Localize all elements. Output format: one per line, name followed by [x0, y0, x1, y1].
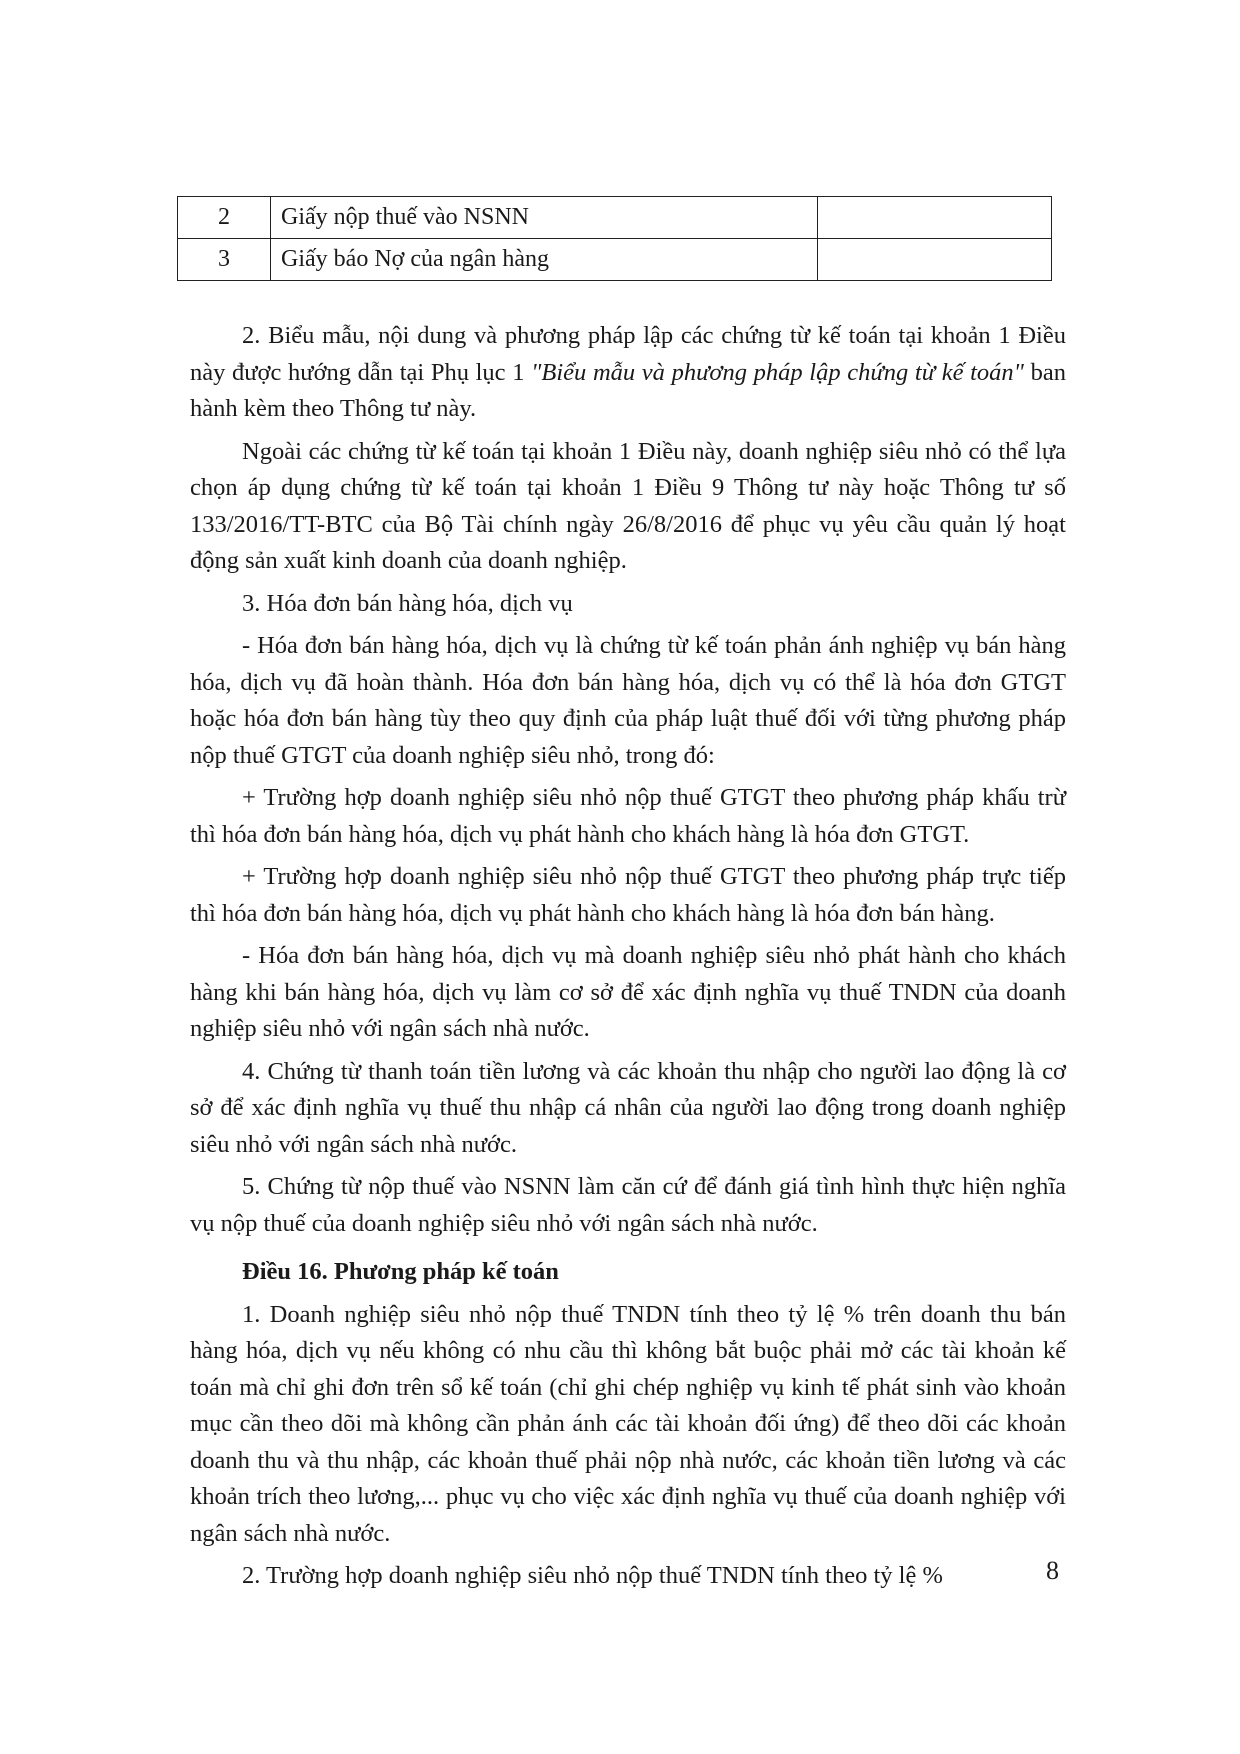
row-note	[817, 239, 1051, 281]
paragraph-text: ban hành kèm theo Thông tư này.	[190, 358, 1067, 422]
paragraph: - Hóa đơn bán hàng hóa, dịch vụ mà doanh nghiệp siêu nhỏ phát hành cho khách hàng khi bán hàng hóa, dịch vụ làm cơ sở để xác định nghĩa vụ thuế TNDN của doanh nghiệp siêu nhỏ với ngân sách nhà nước.	[190, 942, 1066, 1042]
voucher-table	[177, 196, 1052, 281]
paragraph: + Trường hợp doanh nghiệp siêu nhỏ nộp thuế GTGT theo phương pháp khấu trừ thì hóa đơn bán hàng hóa, dịch vụ phát hành cho khách hàng là hóa đơn GTGT.	[190, 784, 1066, 848]
appendix-title: "Biểu mẫu và phương pháp lập chứng từ kế toán"	[531, 358, 1024, 386]
paragraph: 5. Chứng từ nộp thuế vào NSNN làm căn cứ để đánh giá tình hình thực hiện nghĩa vụ nộp thuế của doanh nghiệp siêu nhỏ với ngân sách nhà nước.	[190, 1173, 1066, 1237]
paragraph: Ngoài các chứng từ kế toán tại khoản 1 Điều này, doanh nghiệp siêu nhỏ có thể lựa chọn áp dụng chứng từ kế toán tại khoản 1 Điều 9 Thông tư này hoặc Thông tư số 133/2016/TT-BTC của Bộ Tài chính ngày 26/8/2016 để phục vụ yêu cầu quản lý hoạt động sản xuất kinh doanh của doanh nghiệp.	[190, 437, 1066, 574]
voucher-name: Giấy báo Nợ của ngân hàng	[271, 239, 818, 281]
paragraph: 1. Doanh nghiệp siêu nhỏ nộp thuế TNDN tính theo tỷ lệ % trên doanh thu bán hàng hóa, dịch vụ nếu không có nhu cầu thì không bắt buộc phải mở các tài khoản kế toán mà chỉ ghi đơn trên sổ kế toán (chỉ ghi chép nghiệp vụ kinh tế phát sinh vào khoản mục cần theo dõi mà không cần phản ánh các tài khoản đối ứng) để theo dõi các khoản doanh thu và thu nhập, các khoản thuế phải nộp nhà nước, các khoản tiền lương và các khoản trích theo lương,... phục vụ cho việc xác định nghĩa vụ thuế của doanh nghiệp với ngân sách nhà nước.	[190, 1300, 1066, 1547]
table-row	[178, 239, 1052, 281]
paragraph: + Trường hợp doanh nghiệp siêu nhỏ nộp thuế GTGT theo phương pháp trực tiếp thì hóa đơn bán hàng hóa, dịch vụ phát hành cho khách hàng là hóa đơn bán hàng.	[190, 863, 1066, 927]
row-number: 2	[178, 197, 271, 239]
row-note	[817, 197, 1051, 239]
document-body	[190, 318, 1066, 1601]
page-number: 8	[1046, 1556, 1059, 1585]
paragraph	[190, 318, 1066, 428]
paragraph: 4. Chứng từ thanh toán tiền lương và các khoản thu nhập cho người lao động là cơ sở để xác định nghĩa vụ thuế thu nhập cá nhân của người lao động trong doanh nghiệp siêu nhỏ với ngân sách nhà nước.	[190, 1057, 1066, 1158]
paragraph: 3. Hóa đơn bán hàng hóa, dịch vụ	[242, 589, 573, 617]
row-number: 3	[178, 239, 271, 281]
paragraph: - Hóa đơn bán hàng hóa, dịch vụ là chứng từ kế toán phản ánh nghiệp vụ bán hàng hóa, dịch vụ đã hoàn thành. Hóa đơn bán hàng hóa, dịch vụ có thể là hóa đơn GTGT hoặc hóa đơn bán hàng tùy theo quy định của pháp luật thuế đối với từng phương pháp nộp thuế GTGT của doanh nghiệp siêu nhỏ, trong đó:	[190, 632, 1066, 769]
article-heading: Điều 16. Phương pháp kế toán	[242, 1258, 559, 1285]
voucher-name: Giấy nộp thuế vào NSNN	[271, 197, 818, 239]
paragraph-text: 2. Biểu mẫu, nội dung và phương pháp lập các chứng từ kế toán tại khoản 1 Điều này được hướng dẫn tại Phụ lục 1	[190, 322, 1066, 386]
table-row	[178, 197, 1052, 239]
paragraph: 2. Trường hợp doanh nghiệp siêu nhỏ nộp thuế TNDN tính theo tỷ lệ %	[242, 1562, 943, 1589]
